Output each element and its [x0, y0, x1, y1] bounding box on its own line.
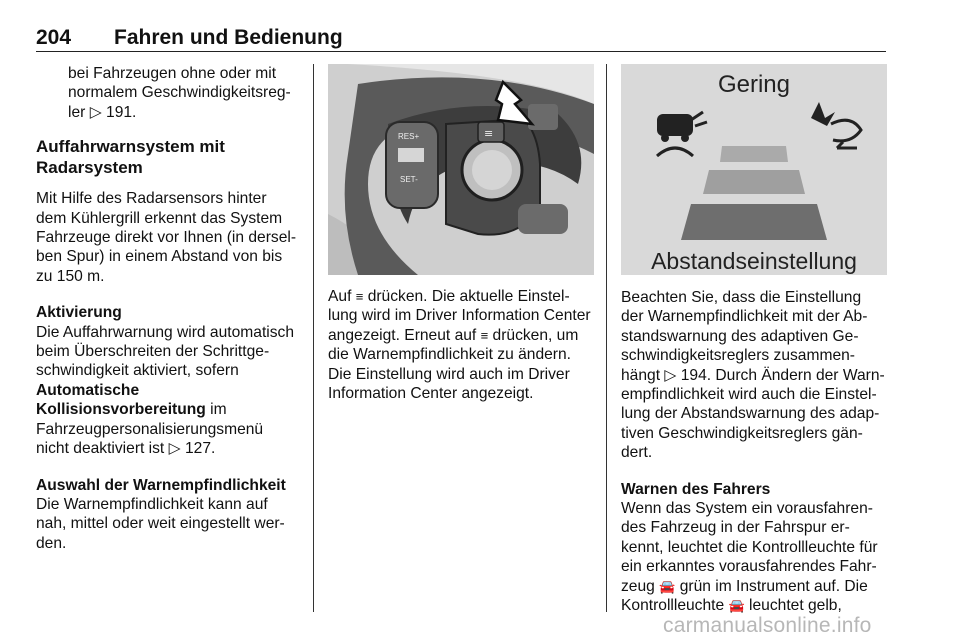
paragraph-note: Beachten Sie, dass die Einstellung der Warnempfindlichkeit mit der Ab-standswarnung des adaptiven Ge-schwindigkeitsreglers zusammen-hängt ▷ 194. Durch Ändern der Warn-empfindlichkeit wird auch die Einstel-lung der Abstandswarnung des adap-tiven Geschwindigkeitsreglers gän-dert. — [621, 289, 885, 462]
distance-sensitivity-icon: ≡ — [480, 327, 489, 343]
page-number: 204 — [36, 26, 72, 49]
column-divider — [606, 64, 607, 612]
column-right — [621, 64, 887, 616]
paragraph-warning: Wenn das System ein vorausfahren-des Fahrzeug in der Fahrspur er-kennt, leuchtet die Kontrollleuchte für ein erkanntes vorausfahrendes Fahr-zeug 🚘 grün im Instrument auf. Die Kontrollleuchte 🚘 leuchtet gelb, — [621, 500, 878, 615]
section-heading: Auffahrwarnsystem mit Radarsystem — [36, 137, 225, 178]
chapter-title: Fahren und Bedienung — [114, 26, 343, 49]
sensitivity-level-label: Gering — [717, 71, 791, 98]
header-rule — [36, 51, 886, 52]
subheading-activation: Aktivierung — [36, 304, 122, 322]
driver-information-center-figure — [621, 64, 887, 275]
svg-text:≡: ≡ — [484, 127, 494, 140]
paragraph: Mit Hilfe des Radarsensors hinter dem Kühlergrill erkennt das System Fahrzeuge direkt vor Ihnen (in dersel-ben Spur) in einem Abstand von bis zu 150 m. — [36, 190, 297, 285]
paragraph-sensitivity: Die Warnempfindlichkeit kann auf nah, mittel oder weit eingestellt wer-den. — [36, 495, 285, 552]
watermark: carmanualsonline.info — [663, 614, 872, 637]
figure-caption: Auf ≡ drücken. Die aktuelle Einstel-lung wird im Driver Information Center angezeigt. Erneut auf ≡ drücken, um die Warnempfindlichkeit zu ändern. Die Einstellung wird auch im Driver Information Center angezeigt. — [328, 288, 591, 403]
set-button-label: SET- — [400, 175, 418, 184]
distance-setting-label: Abstandseinstellung — [651, 248, 857, 274]
page-header — [36, 26, 886, 52]
subheading-sensitivity: Auswahl der Warnempfindlichkeit — [36, 476, 286, 494]
reference-arrow-icon: ▷ — [168, 440, 181, 458]
subheading-warning: Warnen des Fahrers — [621, 480, 771, 498]
column-left — [36, 64, 300, 553]
column-divider — [313, 64, 314, 612]
reference-arrow-icon: ▷ — [89, 103, 102, 121]
res-button-label: RES+ — [398, 132, 420, 141]
vehicle-ahead-icon: 🚘 — [728, 598, 745, 614]
vehicle-ahead-icon: 🚘 — [659, 578, 676, 594]
reference-arrow-icon: ▷ — [664, 366, 677, 384]
paragraph-activation: Die Auffahrwarnung wird automatisch beim Überschreiten der Schrittge-schwindigkeit aktiviert, sofern Automatische Kollisionsvorbereitung im Fahrzeugpersonalisierungsmenü nicht deaktiviert ist ▷ 127. — [36, 323, 295, 458]
steering-wheel-figure — [328, 64, 594, 275]
distance-sensitivity-icon: ≡ — [355, 289, 364, 304]
menu-option-name: Automatische Kollisionsvorbereitung — [36, 381, 206, 419]
column-middle — [328, 64, 594, 403]
intro-paragraph: bei Fahrzeugen ohne oder mit normalem Geschwindigkeitsreg-ler ▷ 191. — [68, 65, 291, 121]
